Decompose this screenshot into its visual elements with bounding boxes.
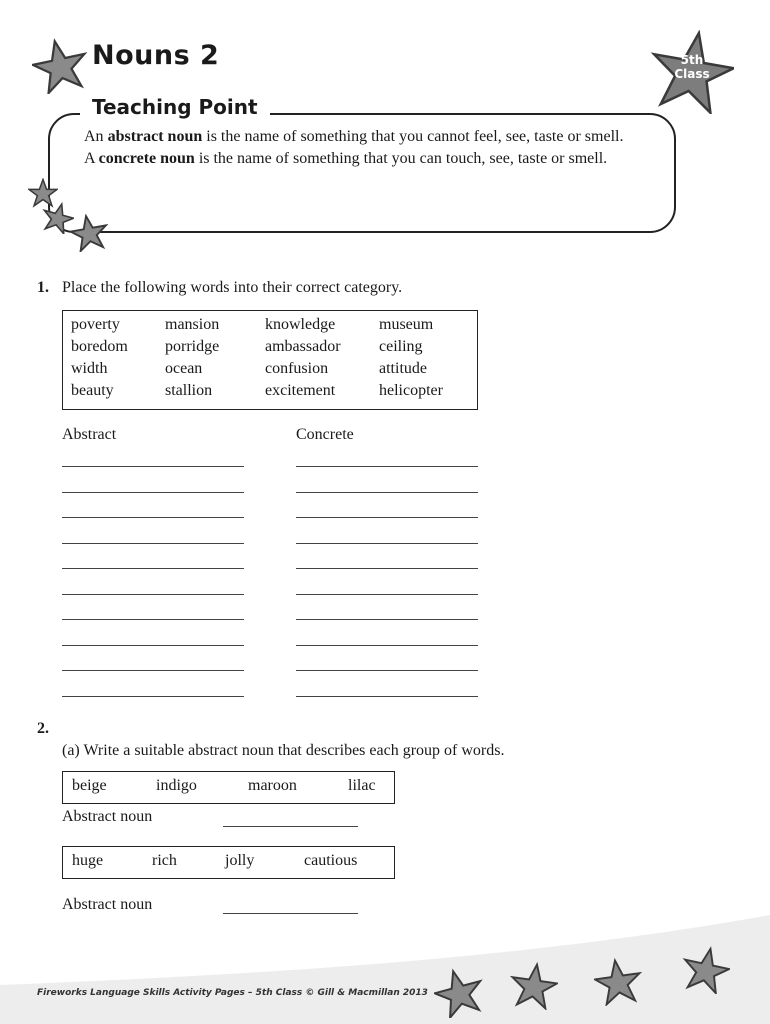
abstract-answer-line[interactable] bbox=[62, 492, 244, 493]
word-bank-item: mansion bbox=[165, 316, 220, 333]
word-bank-item: attitude bbox=[379, 360, 427, 377]
abstract-answer-line[interactable] bbox=[62, 696, 244, 697]
word-bank-item: knowledge bbox=[265, 316, 336, 333]
teaching-star-large-icon bbox=[70, 214, 108, 252]
concrete-answer-line[interactable] bbox=[296, 543, 478, 544]
word-bank-item: helicopter bbox=[379, 382, 443, 399]
class-badge bbox=[662, 53, 722, 81]
word-group-2-item: huge bbox=[72, 852, 104, 869]
abstract-answer-line[interactable] bbox=[62, 645, 244, 646]
word-bank-grid bbox=[71, 314, 479, 402]
word-bank-item: boredom bbox=[71, 338, 128, 355]
question-2-number: 2. bbox=[37, 720, 49, 737]
question-2-instruction: (a) Write a suitable abstract noun that describes each group of words. bbox=[62, 742, 505, 759]
abstract-answer-line[interactable] bbox=[62, 594, 244, 595]
word-group-2-box bbox=[62, 846, 395, 879]
concrete-noun-definition bbox=[84, 148, 659, 170]
word-group-1-item: beige bbox=[72, 777, 107, 794]
concrete-noun-rest: is the name of something that you can touch, see, taste or smell. bbox=[194, 150, 608, 167]
word-bank-item: ambassador bbox=[265, 338, 341, 355]
word-group-1-item: indigo bbox=[156, 777, 197, 794]
abstract-noun-term: abstract noun bbox=[107, 128, 203, 145]
class-badge-label: Class bbox=[674, 67, 710, 81]
concrete-noun-term: concrete noun bbox=[98, 150, 195, 167]
concrete-answer-line[interactable] bbox=[296, 492, 478, 493]
abstract-noun-answer-line-1[interactable] bbox=[223, 826, 358, 827]
abstract-answer-line[interactable] bbox=[62, 543, 244, 544]
question-1-number: 1. bbox=[37, 279, 49, 296]
concrete-answer-line[interactable] bbox=[296, 466, 478, 467]
page-title: Nouns 2 bbox=[92, 40, 220, 71]
footer-copyright: Fireworks Language Skills Activity Pages – 5th Class © Gill & Macmillan 2013 bbox=[37, 988, 428, 998]
concrete-answer-line[interactable] bbox=[296, 594, 478, 595]
word-bank-item: museum bbox=[379, 316, 434, 333]
abstract-answer-line[interactable] bbox=[62, 619, 244, 620]
word-group-1-box bbox=[62, 771, 395, 804]
word-bank-item: ocean bbox=[165, 360, 203, 377]
abstract-prefix: An bbox=[84, 128, 108, 145]
abstract-answer-line[interactable] bbox=[62, 517, 244, 518]
word-bank-item: width bbox=[71, 360, 108, 377]
footer-star-2-icon bbox=[510, 962, 558, 1010]
abstract-answer-line[interactable] bbox=[62, 670, 244, 671]
word-bank-item: ceiling bbox=[379, 338, 423, 355]
abstract-column-heading: Abstract bbox=[62, 426, 117, 443]
abstract-answer-line[interactable] bbox=[62, 466, 244, 467]
word-group-2-item: rich bbox=[152, 852, 177, 869]
word-bank-item: excitement bbox=[265, 382, 336, 399]
word-bank-item: porridge bbox=[165, 338, 220, 355]
abstract-noun-label-1: Abstract noun bbox=[62, 808, 153, 825]
concrete-answer-line[interactable] bbox=[296, 670, 478, 671]
concrete-answer-line[interactable] bbox=[296, 696, 478, 697]
teaching-point-text bbox=[84, 126, 659, 170]
title-star-icon bbox=[32, 38, 88, 94]
concrete-answer-line[interactable] bbox=[296, 517, 478, 518]
word-bank-item: stallion bbox=[165, 382, 213, 399]
word-group-1-item: lilac bbox=[348, 777, 376, 794]
concrete-column-heading: Concrete bbox=[296, 426, 354, 443]
footer-star-1-icon bbox=[434, 968, 484, 1018]
word-bank-item: poverty bbox=[71, 316, 120, 333]
abstract-noun-answer-line-2[interactable] bbox=[223, 913, 358, 914]
teaching-point-heading: Teaching Point bbox=[80, 95, 270, 119]
abstract-noun-definition bbox=[84, 126, 659, 148]
concrete-answer-line[interactable] bbox=[296, 568, 478, 569]
abstract-noun-rest: is the name of something that you cannot feel, see, taste or smell. bbox=[202, 128, 624, 145]
question-1-instruction: Place the following words into their correct category. bbox=[62, 279, 403, 296]
footer-star-4-icon bbox=[682, 946, 730, 994]
concrete-answer-line[interactable] bbox=[296, 645, 478, 646]
word-group-1-item: maroon bbox=[248, 777, 297, 794]
word-bank-box bbox=[62, 310, 478, 410]
footer-star-3-icon bbox=[594, 958, 642, 1006]
word-group-2-item: jolly bbox=[225, 852, 255, 869]
abstract-noun-label-2: Abstract noun bbox=[62, 896, 153, 913]
word-bank-item: beauty bbox=[71, 382, 114, 399]
concrete-prefix: A bbox=[84, 150, 99, 167]
class-badge-number: 5th bbox=[680, 53, 704, 67]
concrete-answer-line[interactable] bbox=[296, 619, 478, 620]
word-bank-item: confusion bbox=[265, 360, 329, 377]
abstract-answer-line[interactable] bbox=[62, 568, 244, 569]
word-group-2-item: cautious bbox=[304, 852, 358, 869]
